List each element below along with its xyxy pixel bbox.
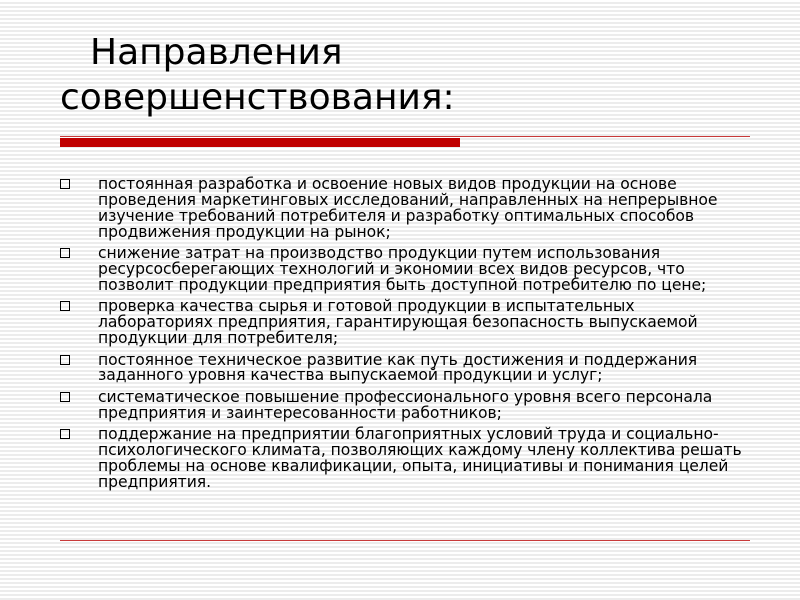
bottom-divider-line [60, 540, 750, 541]
bullet-item [60, 387, 750, 422]
hollow-square-bullet-icon [60, 248, 70, 258]
slide-title-line-1: Направления [90, 32, 343, 73]
hollow-square-bullet-icon [60, 355, 70, 365]
title-accent-bar [60, 138, 460, 147]
bullet-text: снижение затрат на производство продукции путем использования ресурсосберегающих технологий и экономии всех видов ресурсов, что позволит продукции предприятия быть доступной потребителю по цене; [98, 244, 707, 294]
hollow-square-bullet-icon [60, 179, 70, 189]
hollow-square-bullet-icon [60, 301, 70, 311]
slide-title-line-2: совершенствования: [60, 77, 455, 118]
bullet-text: поддержание на предприятии благоприятных условий труда и социально-психологического климата, позволяющих каждому члену коллектива решать проблемы на основе квалификации, опыта, инициативы и понимания целей предприятия. [98, 425, 742, 491]
slide-title [60, 30, 750, 120]
bullet-item [60, 350, 750, 385]
bullet-text: проверка качества сырья и готовой продукции в испытательных лабораториях предприятия, гарантирующая безопасность выпускаемой продукции для потребителя; [98, 297, 698, 348]
bullet-item [60, 246, 750, 294]
bullet-item [60, 177, 750, 241]
bullet-text: постоянное техническое развитие как путь достижения и поддержания заданного уровня качества выпускаемой продукции и услуг; [98, 350, 698, 385]
bullet-item [60, 427, 750, 491]
bullet-list [60, 177, 750, 496]
bullet-text: систематическое повышение профессионального уровня всего персонала предприятия и заинтересованности работников; [98, 387, 713, 422]
hollow-square-bullet-icon [60, 392, 70, 402]
title-divider-line [60, 136, 750, 137]
bullet-text: постоянная разработка и освоение новых видов продукции на основе проведения маркетинговых исследований, направленных на непрерывное изучение требований потребителя и разработку оптимальных способов продвижения продукции на рынок; [98, 175, 718, 241]
hollow-square-bullet-icon [60, 429, 70, 439]
bullet-item [60, 299, 750, 347]
